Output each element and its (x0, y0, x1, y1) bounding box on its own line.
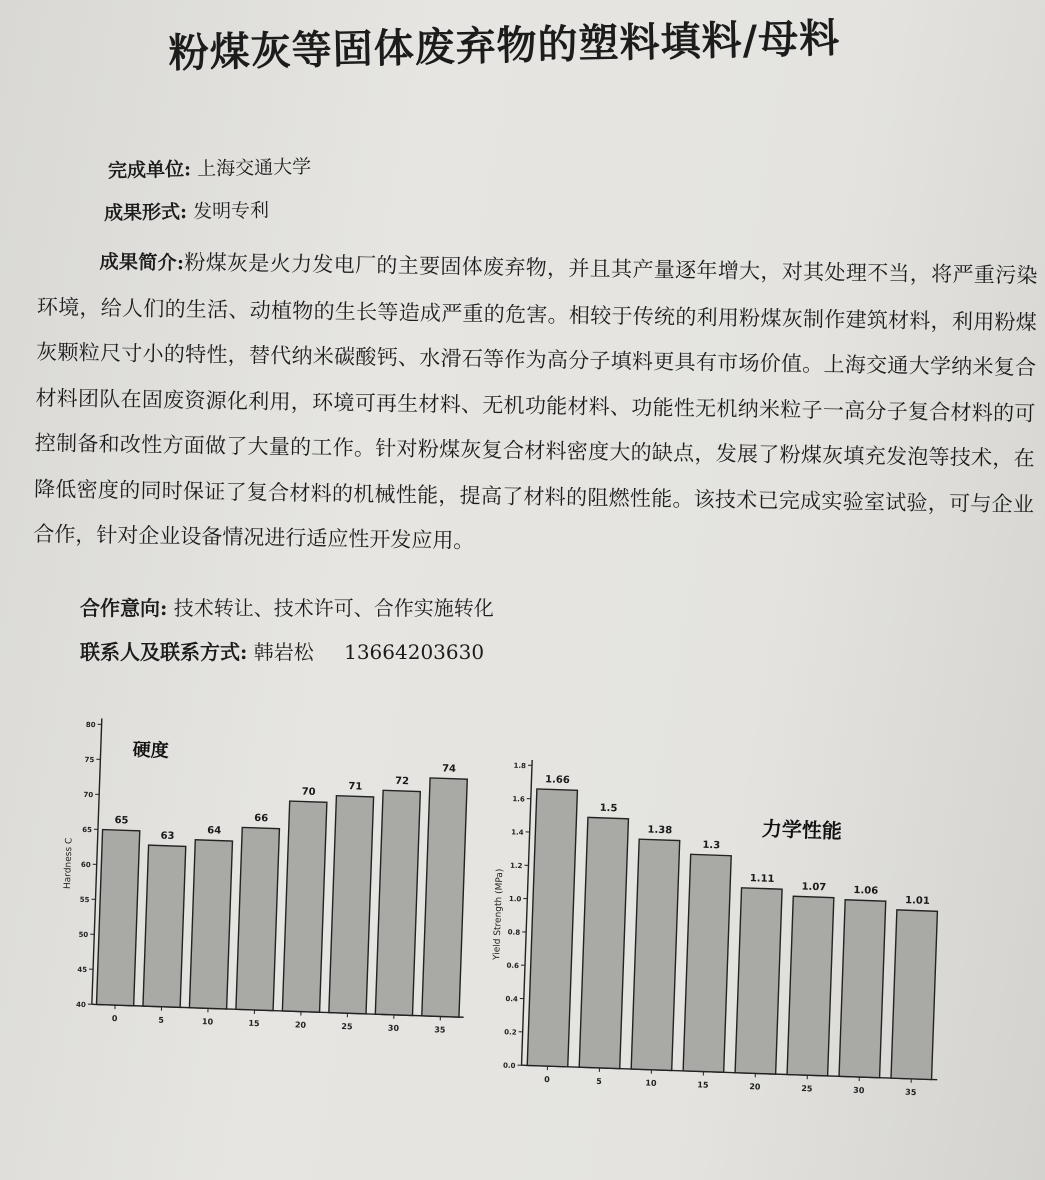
x-tick-label: 5 (158, 1015, 165, 1025)
bar (329, 796, 374, 1014)
bar-value-label: 65 (114, 814, 129, 827)
bar-value-label: 63 (160, 830, 175, 843)
y-tick-label: 0.6 (506, 961, 520, 971)
bar-value-label: 1.66 (544, 774, 571, 787)
summary-label: 成果简介: (99, 250, 185, 275)
y-tick-label: 55 (79, 895, 90, 905)
bar (375, 790, 420, 1015)
x-tick-label: 25 (801, 1084, 813, 1094)
bar (143, 845, 186, 1007)
y-tick-label: 45 (77, 965, 88, 975)
bar-value-label: 1.11 (749, 873, 775, 885)
hardness-chart (58, 718, 478, 1078)
y-tick-label: 65 (82, 825, 93, 835)
contact-line (80, 636, 484, 665)
hardness-chart-container (58, 718, 478, 1082)
y-tick-label: 70 (83, 790, 94, 800)
x-tick-label: 5 (596, 1076, 602, 1087)
bar (527, 789, 577, 1067)
x-tick-label: 0 (544, 1075, 550, 1085)
x-tick-label: 10 (645, 1078, 657, 1088)
x-tick-label: 25 (341, 1021, 353, 1032)
y-tick-label: 1.2 (509, 861, 523, 871)
y-tick-label: 40 (75, 1000, 86, 1010)
y-tick-label: 0.2 (504, 1028, 517, 1037)
y-tick-label: 1.4 (511, 828, 524, 837)
bar (96, 830, 139, 1006)
y-tick-label: 50 (78, 930, 89, 940)
bar-value-label: 72 (394, 775, 410, 788)
bar-value-label: 74 (441, 763, 457, 775)
unit-line (108, 152, 312, 183)
y-tick-label: 0.8 (507, 928, 521, 937)
bar-value-label: 1.5 (599, 802, 618, 815)
yield-strength-chart-container (488, 760, 958, 1164)
bar (422, 778, 467, 1017)
y-tick-label: 0.4 (505, 994, 518, 1004)
x-tick-label: 10 (201, 1017, 214, 1027)
bar (631, 839, 680, 1070)
x-tick-label: 0 (111, 1013, 118, 1024)
bar-value-label: 66 (254, 812, 269, 825)
chart-plot-group (488, 760, 948, 1098)
y-tick-label: 1.8 (513, 761, 527, 771)
bar (579, 817, 628, 1068)
chart-title: 硬度 (132, 739, 170, 762)
x-tick-label: 30 (853, 1085, 865, 1096)
y-tick-label: 60 (80, 860, 91, 870)
contact-phone: 13664203630 (344, 640, 485, 664)
chart-plot-group (58, 718, 473, 1035)
x-tick-label: 35 (905, 1087, 917, 1098)
x-tick-label: 30 (387, 1023, 400, 1034)
bar (735, 888, 782, 1074)
y-tick-label: 1.0 (508, 895, 522, 904)
bar-value-label: 64 (207, 825, 222, 837)
bar (189, 840, 232, 1009)
y-tick-label: 80 (85, 720, 96, 730)
bar (891, 910, 937, 1080)
bar-value-label: 1.07 (801, 881, 827, 894)
bar-value-label: 1.38 (647, 824, 673, 837)
bar-value-label: 1.06 (853, 885, 879, 897)
contact-label: 联系人及联系方式: (80, 640, 248, 664)
form-line (104, 196, 270, 226)
x-tick-label: 15 (697, 1080, 709, 1090)
y-tick-label: 75 (84, 755, 95, 765)
x-tick-label: 35 (434, 1025, 446, 1035)
x-tick-label: 15 (248, 1018, 260, 1029)
bar (236, 827, 280, 1010)
chart-title: 力学性能 (761, 816, 843, 844)
bar (683, 854, 731, 1072)
form-value: 发明专利 (192, 199, 270, 223)
bar-value-label: 1.3 (702, 839, 721, 852)
coop-value: 技术转让、技术许可、合作实施转化 (173, 596, 494, 620)
bar-value-label: 70 (301, 786, 316, 798)
bar-value-label: 71 (348, 781, 363, 793)
y-tick-label: 0.0 (502, 1061, 516, 1071)
unit-value: 上海交通大学 (196, 155, 312, 181)
form-label: 成果形式: (103, 200, 188, 225)
bar-value-label: 1.01 (904, 895, 931, 908)
summary-paragraph (33, 238, 1038, 573)
bar (787, 896, 834, 1076)
bar (282, 801, 327, 1012)
x-tick-label: 20 (749, 1082, 761, 1092)
y-axis-label: Hardness C (62, 837, 75, 890)
contact-name: 韩岩松 (253, 640, 314, 664)
y-axis-label: Yield Strength (MPa) (492, 868, 506, 961)
bar (839, 900, 886, 1078)
yield-strength-chart (488, 760, 958, 1160)
x-tick-label: 20 (294, 1020, 307, 1030)
y-tick-label: 1.6 (512, 795, 525, 804)
coop-line (80, 592, 494, 621)
page-title: 粉煤灰等固体废弃物的塑料填料/母料 (168, 14, 841, 77)
coop-label: 合作意向: (80, 596, 168, 620)
unit-label: 完成单位: (107, 158, 192, 183)
summary-text: 粉煤灰是火力发电厂的主要固体废弃物，并且其产量逐年增大，对其处理不当，将严重污染环境，给人们的生活、动植物的生长等造成严重的危害。相较于传统的利用粉煤灰制作建筑材料，利用粉煤灰颗粒尺寸小的特性，替代纳米碳酸钙、水滑石等作为高分子填料更具有市场价值。上海交通大学纳米复合材料团队在固废资源化利用，环境可再生材料、无机功能材料、功能性无机纳米粒子一高分子复合材料的可控制备和改性方面做了大量的工作。针对粉煤灰复合材料密度大的缺点，发展了粉煤灰填充发泡等技术，在降低密度的同时保证了复合材料的机械性能，提高了材料的阻燃性能。该技术已完成实验室试验，可与企业合作，针对企业设备情况进行适应性开发应用。 (33, 250, 1038, 553)
